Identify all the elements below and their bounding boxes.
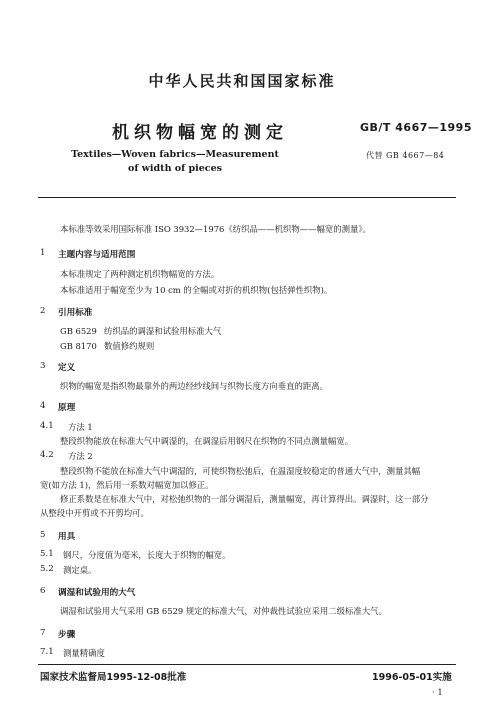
section-4-number: 4	[40, 401, 46, 411]
footer-divider	[38, 664, 456, 665]
reference-1-code: GB 6529	[60, 326, 97, 336]
clause-4-2-text-line-3: 修正系数是在标准大气中，对松弛织物的一部分调湿后，测量幅宽，再计算得出。调湿时，这一部分	[60, 494, 429, 504]
section-6-title: 调湿和试验用的大气	[58, 588, 136, 598]
page-title: 机织物幅宽的测定	[112, 123, 288, 143]
section-1-number: 1	[40, 248, 46, 258]
section-1-paragraph-1: 本标准规定了两种测定机织物幅宽的方法。	[60, 269, 220, 279]
section-2-number: 2	[40, 306, 46, 316]
section-5-title: 用具	[58, 532, 76, 542]
clause-4-2-text-line-4: 从整段中开剪或不开剪均可。	[40, 508, 149, 518]
standard-code: GB/T 4667—1995	[360, 121, 472, 134]
clause-5-2-number: 5.2	[40, 564, 54, 574]
section-6-paragraph: 调湿和试验用大气采用 GB 6529 规定的标准大气，对仲裁性试验应采用二级标准大气。	[60, 606, 387, 616]
clause-4-2-number: 4.2	[40, 450, 54, 460]
clause-5-1-text: 钢尺，分度值为毫米，长度大于织物的幅宽。	[63, 550, 231, 560]
replaces-note: 代替 GB 4667—84	[366, 151, 445, 160]
section-3-number: 3	[40, 361, 46, 371]
national-standard-heading: 中华人民共和国国家标准	[148, 72, 336, 90]
clause-5-2-text: 测定桌。	[63, 565, 97, 575]
section-4-title: 原理	[58, 403, 76, 413]
section-7-number: 7	[40, 628, 46, 638]
clause-4-1-number: 4.1	[40, 421, 54, 431]
header-divider	[38, 197, 456, 198]
section-2-title: 引用标准	[58, 308, 93, 318]
section-3-title: 定义	[58, 363, 76, 373]
section-5-number: 5	[40, 530, 46, 540]
intro-paragraph: 本标准等效采用国际标准 ISO 3932—1976《纺织品——机织物——幅宽的测量》。	[60, 224, 371, 234]
section-7-title: 步骤	[58, 630, 76, 640]
english-title-line-2: of width of pieces	[128, 163, 222, 174]
clause-7-1-text: 测量精确度	[63, 648, 105, 658]
clause-4-2-text-line-1: 整段织物不能放在标准大气中调湿的，可使织物松弛后，在温湿度较稳定的普通大气中，测量其幅	[60, 466, 421, 476]
clause-4-1-title: 方法 1	[68, 422, 93, 432]
reference-2-code: GB 8170	[60, 341, 97, 351]
reference-1-text: 纺织品的调湿和试验用标准大气	[104, 326, 222, 336]
clause-5-1-number: 5.1	[40, 549, 54, 559]
clause-4-1-text: 整段织物能放在标准大气中调湿的，在调湿后用钢尺在织物的不同点测量幅宽。	[60, 436, 354, 446]
clause-4-2-text-line-2: 宽(如方法 1)，然后用一系数对幅宽加以修正。	[40, 480, 214, 490]
clause-7-1-number: 7.1	[40, 647, 54, 657]
section-1-paragraph-2: 本标准适用于幅宽至少为 10 cm 的全幅或对折的机织物(包括弹性织物)。	[60, 285, 333, 295]
section-3-paragraph: 织物的幅宽是指织物最靠外的两边经纱线间与织物长度方向垂直的距离。	[60, 381, 328, 391]
section-6-number: 6	[40, 586, 46, 596]
page-number: · 1	[432, 687, 443, 697]
approval-date: 国家技术监督局1995-12-08批准	[40, 672, 187, 683]
effective-date: 1996-05-01实施	[372, 672, 452, 683]
english-title-line-1: Textiles—Woven fabrics—Measurement	[71, 149, 279, 160]
clause-4-2-title: 方法 2	[68, 451, 93, 461]
reference-2-text: 数值修约规则	[104, 341, 155, 351]
section-1-title: 主题内容与适用范围	[58, 250, 136, 260]
